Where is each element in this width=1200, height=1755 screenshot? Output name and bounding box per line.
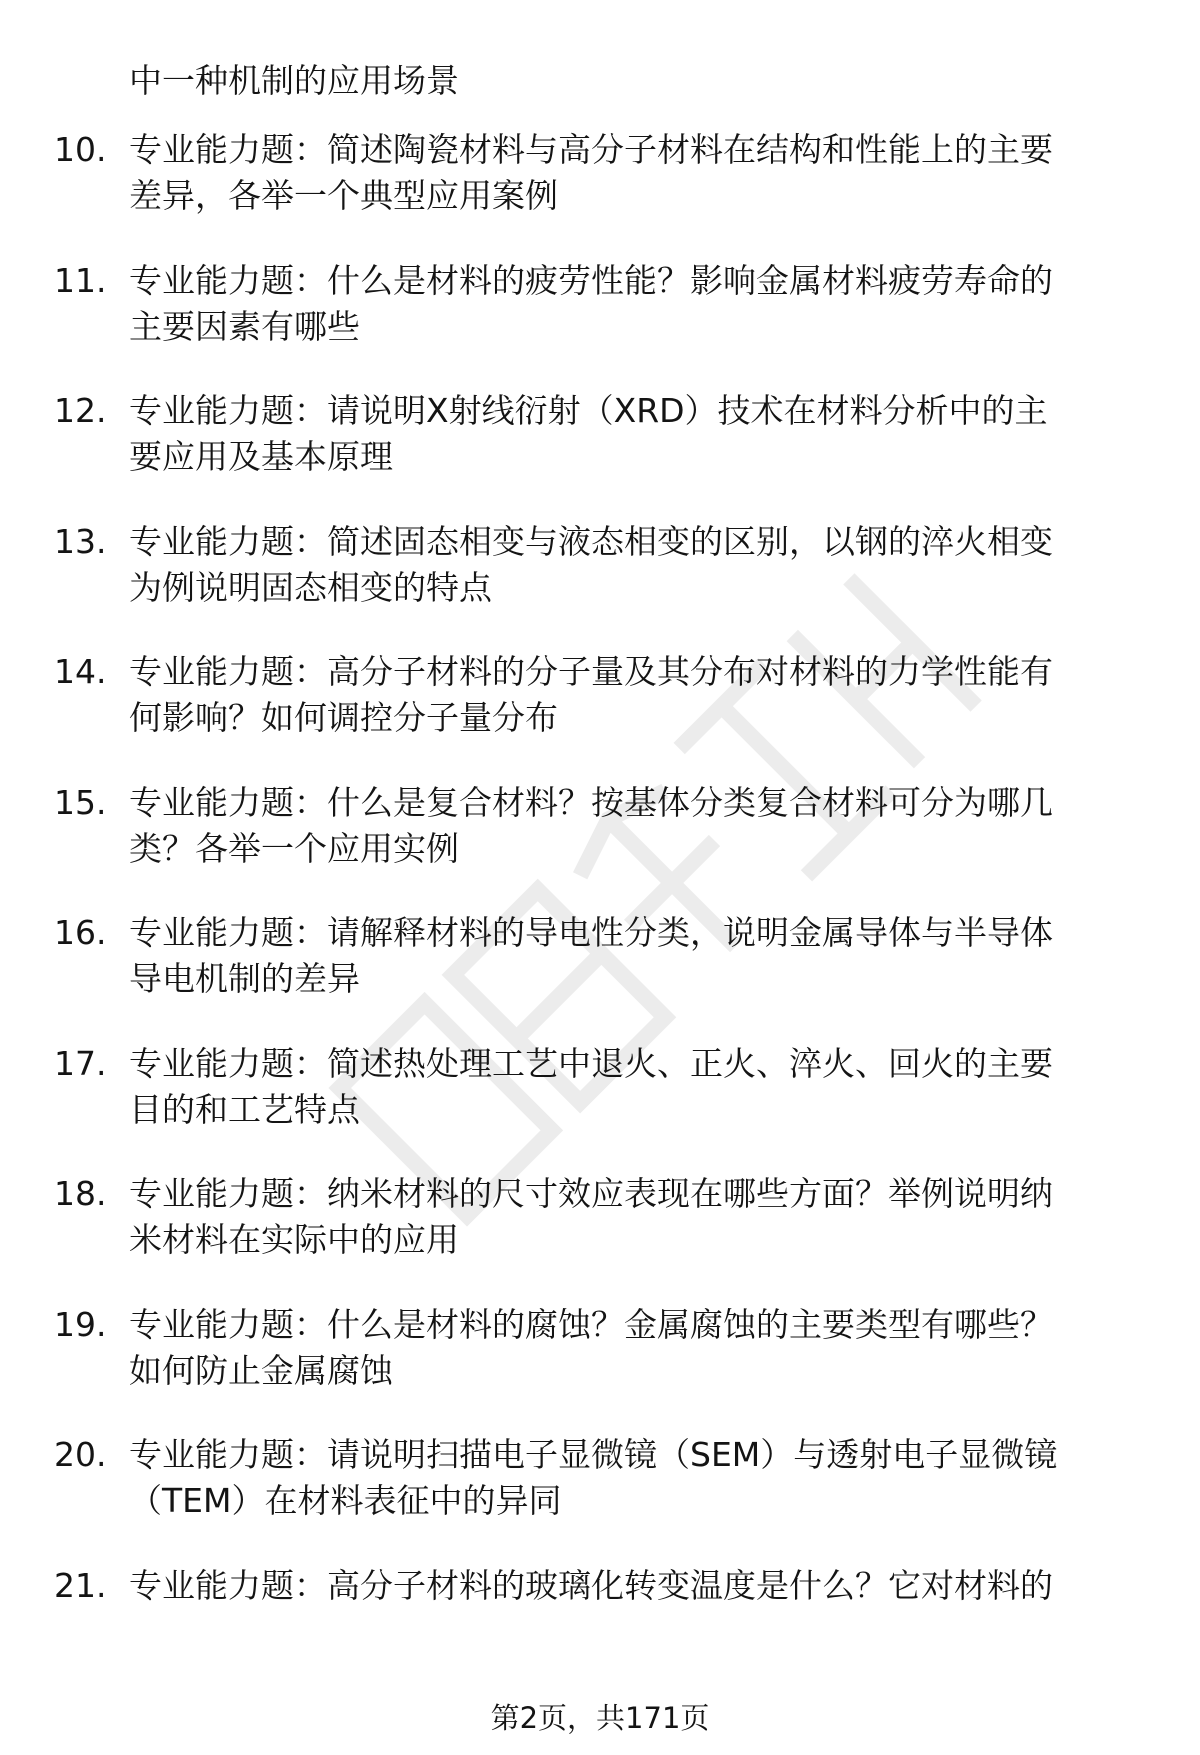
list-item bbox=[0, 258, 1200, 389]
question-number: 11. bbox=[54, 260, 107, 300]
question-number: 17. bbox=[54, 1043, 107, 1083]
question-text: 专业能力题：纳米材料的尺寸效应表现在哪些方面？举例说明纳 米材料在实际中的应用 bbox=[129, 1174, 1053, 1259]
question-text: 专业能力题：请说明扫描电子显微镜（SEM）与透射电子显微镜 （TEM）在材料表征中的异同 bbox=[129, 1435, 1058, 1520]
question-number: 10. bbox=[54, 130, 107, 169]
question-number: 21. bbox=[54, 1565, 107, 1605]
page-footer: 第2页，共171页 bbox=[490, 1701, 710, 1735]
question-number: 14. bbox=[54, 652, 107, 691]
list-item bbox=[0, 1171, 1200, 1302]
question-text: 专业能力题：什么是材料的疲劳性能？影响金属材料疲劳寿命的 主要因素有哪些 bbox=[129, 260, 1053, 346]
question-number: 20. bbox=[54, 1435, 107, 1474]
continued-question-text: 中一种机制的应用场景 bbox=[129, 61, 459, 100]
list-item bbox=[0, 910, 1200, 1041]
list-item bbox=[0, 1302, 1200, 1433]
question-number: 16. bbox=[54, 913, 107, 952]
question-text: 专业能力题：请说明X射线衍射（XRD）技术在材料分析中的主 要应用及基本原理 bbox=[129, 391, 1048, 476]
question-number: 15. bbox=[54, 782, 107, 822]
list-item bbox=[0, 388, 1200, 519]
question-text: 专业能力题：高分子材料的分子量及其分布对材料的力学性能有 何影响？如何调控分子量分布 bbox=[129, 652, 1053, 737]
question-text: 专业能力题：简述热处理工艺中退火、正火、淬火、回火的主要 目的和工艺特点 bbox=[129, 1043, 1053, 1129]
question-text: 专业能力题：什么是复合材料？按基体分类复合材料可分为哪几 类？各举一个应用实例 bbox=[129, 782, 1053, 868]
list-item bbox=[0, 1563, 1200, 1694]
question-text: 专业能力题：什么是材料的腐蚀？金属腐蚀的主要类型有哪些？ 如何防止金属腐蚀 bbox=[129, 1304, 1053, 1390]
question-text: 专业能力题：高分子材料的玻璃化转变温度是什么？它对材料的 bbox=[129, 1565, 1053, 1605]
question-text: 专业能力题：简述陶瓷材料与高分子材料在结构和性能上的主要 差异，各举一个典型应用案例 bbox=[129, 130, 1053, 215]
question-number: 12. bbox=[54, 391, 107, 430]
list-item bbox=[0, 519, 1200, 650]
list-item bbox=[0, 1041, 1200, 1172]
list-item bbox=[0, 127, 1200, 258]
question-list bbox=[0, 127, 1200, 1693]
question-text: 专业能力题：请解释材料的导电性分类，说明金属导体与半导体 导电机制的差异 bbox=[129, 913, 1053, 998]
question-number: 19. bbox=[54, 1304, 107, 1344]
question-number: 18. bbox=[54, 1174, 107, 1213]
list-item bbox=[0, 1432, 1200, 1563]
question-text: 专业能力题：简述固态相变与液态相变的区别，以钢的淬火相变 为例说明固态相变的特点 bbox=[129, 521, 1053, 607]
list-item bbox=[0, 649, 1200, 780]
list-item bbox=[0, 780, 1200, 911]
question-number: 13. bbox=[54, 521, 107, 561]
